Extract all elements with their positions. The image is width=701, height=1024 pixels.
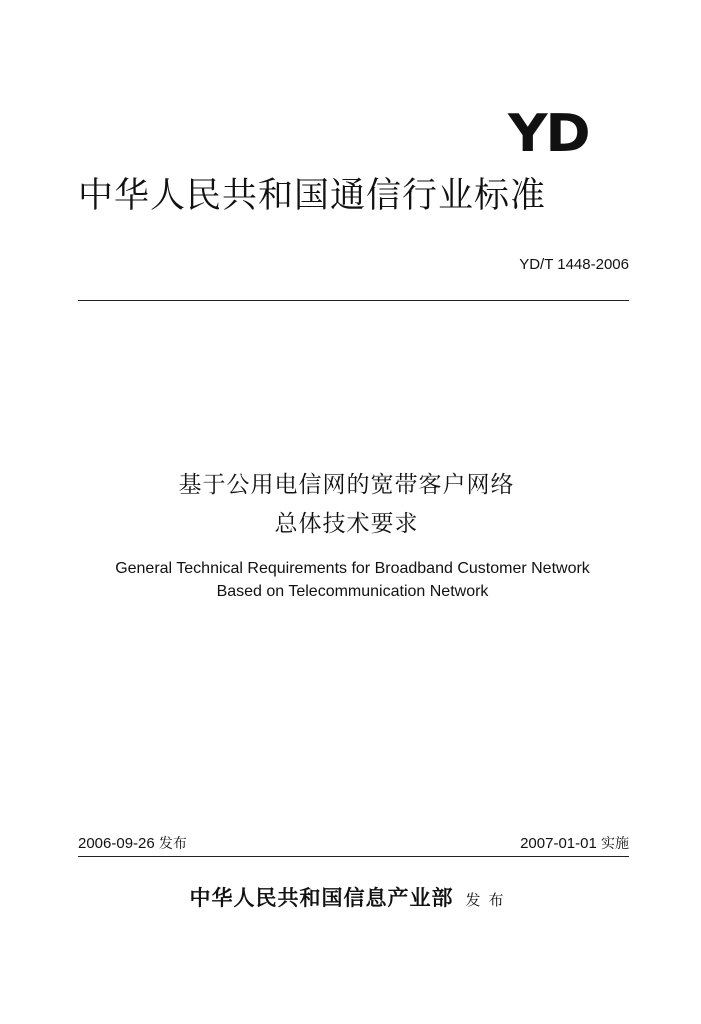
standard-number: YD/T 1448-2006 bbox=[519, 256, 629, 273]
english-title-line-2: Based on Telecommunication Network bbox=[216, 583, 489, 600]
issue-label: 发布 bbox=[158, 836, 187, 852]
chinese-title-line-2: 总体技术要求 bbox=[274, 511, 419, 537]
issuer-organization: 中华人民共和国信息产业部 bbox=[189, 885, 454, 910]
effective-date-block bbox=[520, 833, 629, 853]
effective-label: 实施 bbox=[601, 836, 629, 852]
english-title-line-1: General Technical Requirements for Broadband Customer Network bbox=[115, 560, 590, 577]
issuer-line bbox=[0, 882, 701, 912]
bottom-divider bbox=[78, 856, 629, 857]
effective-date: 2007-01-01 bbox=[520, 835, 597, 852]
chinese-title-line-1: 基于公用电信网的宽带客户网络 bbox=[178, 472, 515, 498]
standard-category-title: 中华人民共和国通信行业标准 bbox=[78, 176, 547, 216]
yd-logo: YD bbox=[508, 104, 589, 164]
issuer-action: 发布 bbox=[465, 891, 512, 909]
top-divider bbox=[78, 300, 629, 301]
issue-date-block bbox=[78, 833, 187, 853]
issue-date: 2006-09-26 bbox=[78, 835, 155, 852]
